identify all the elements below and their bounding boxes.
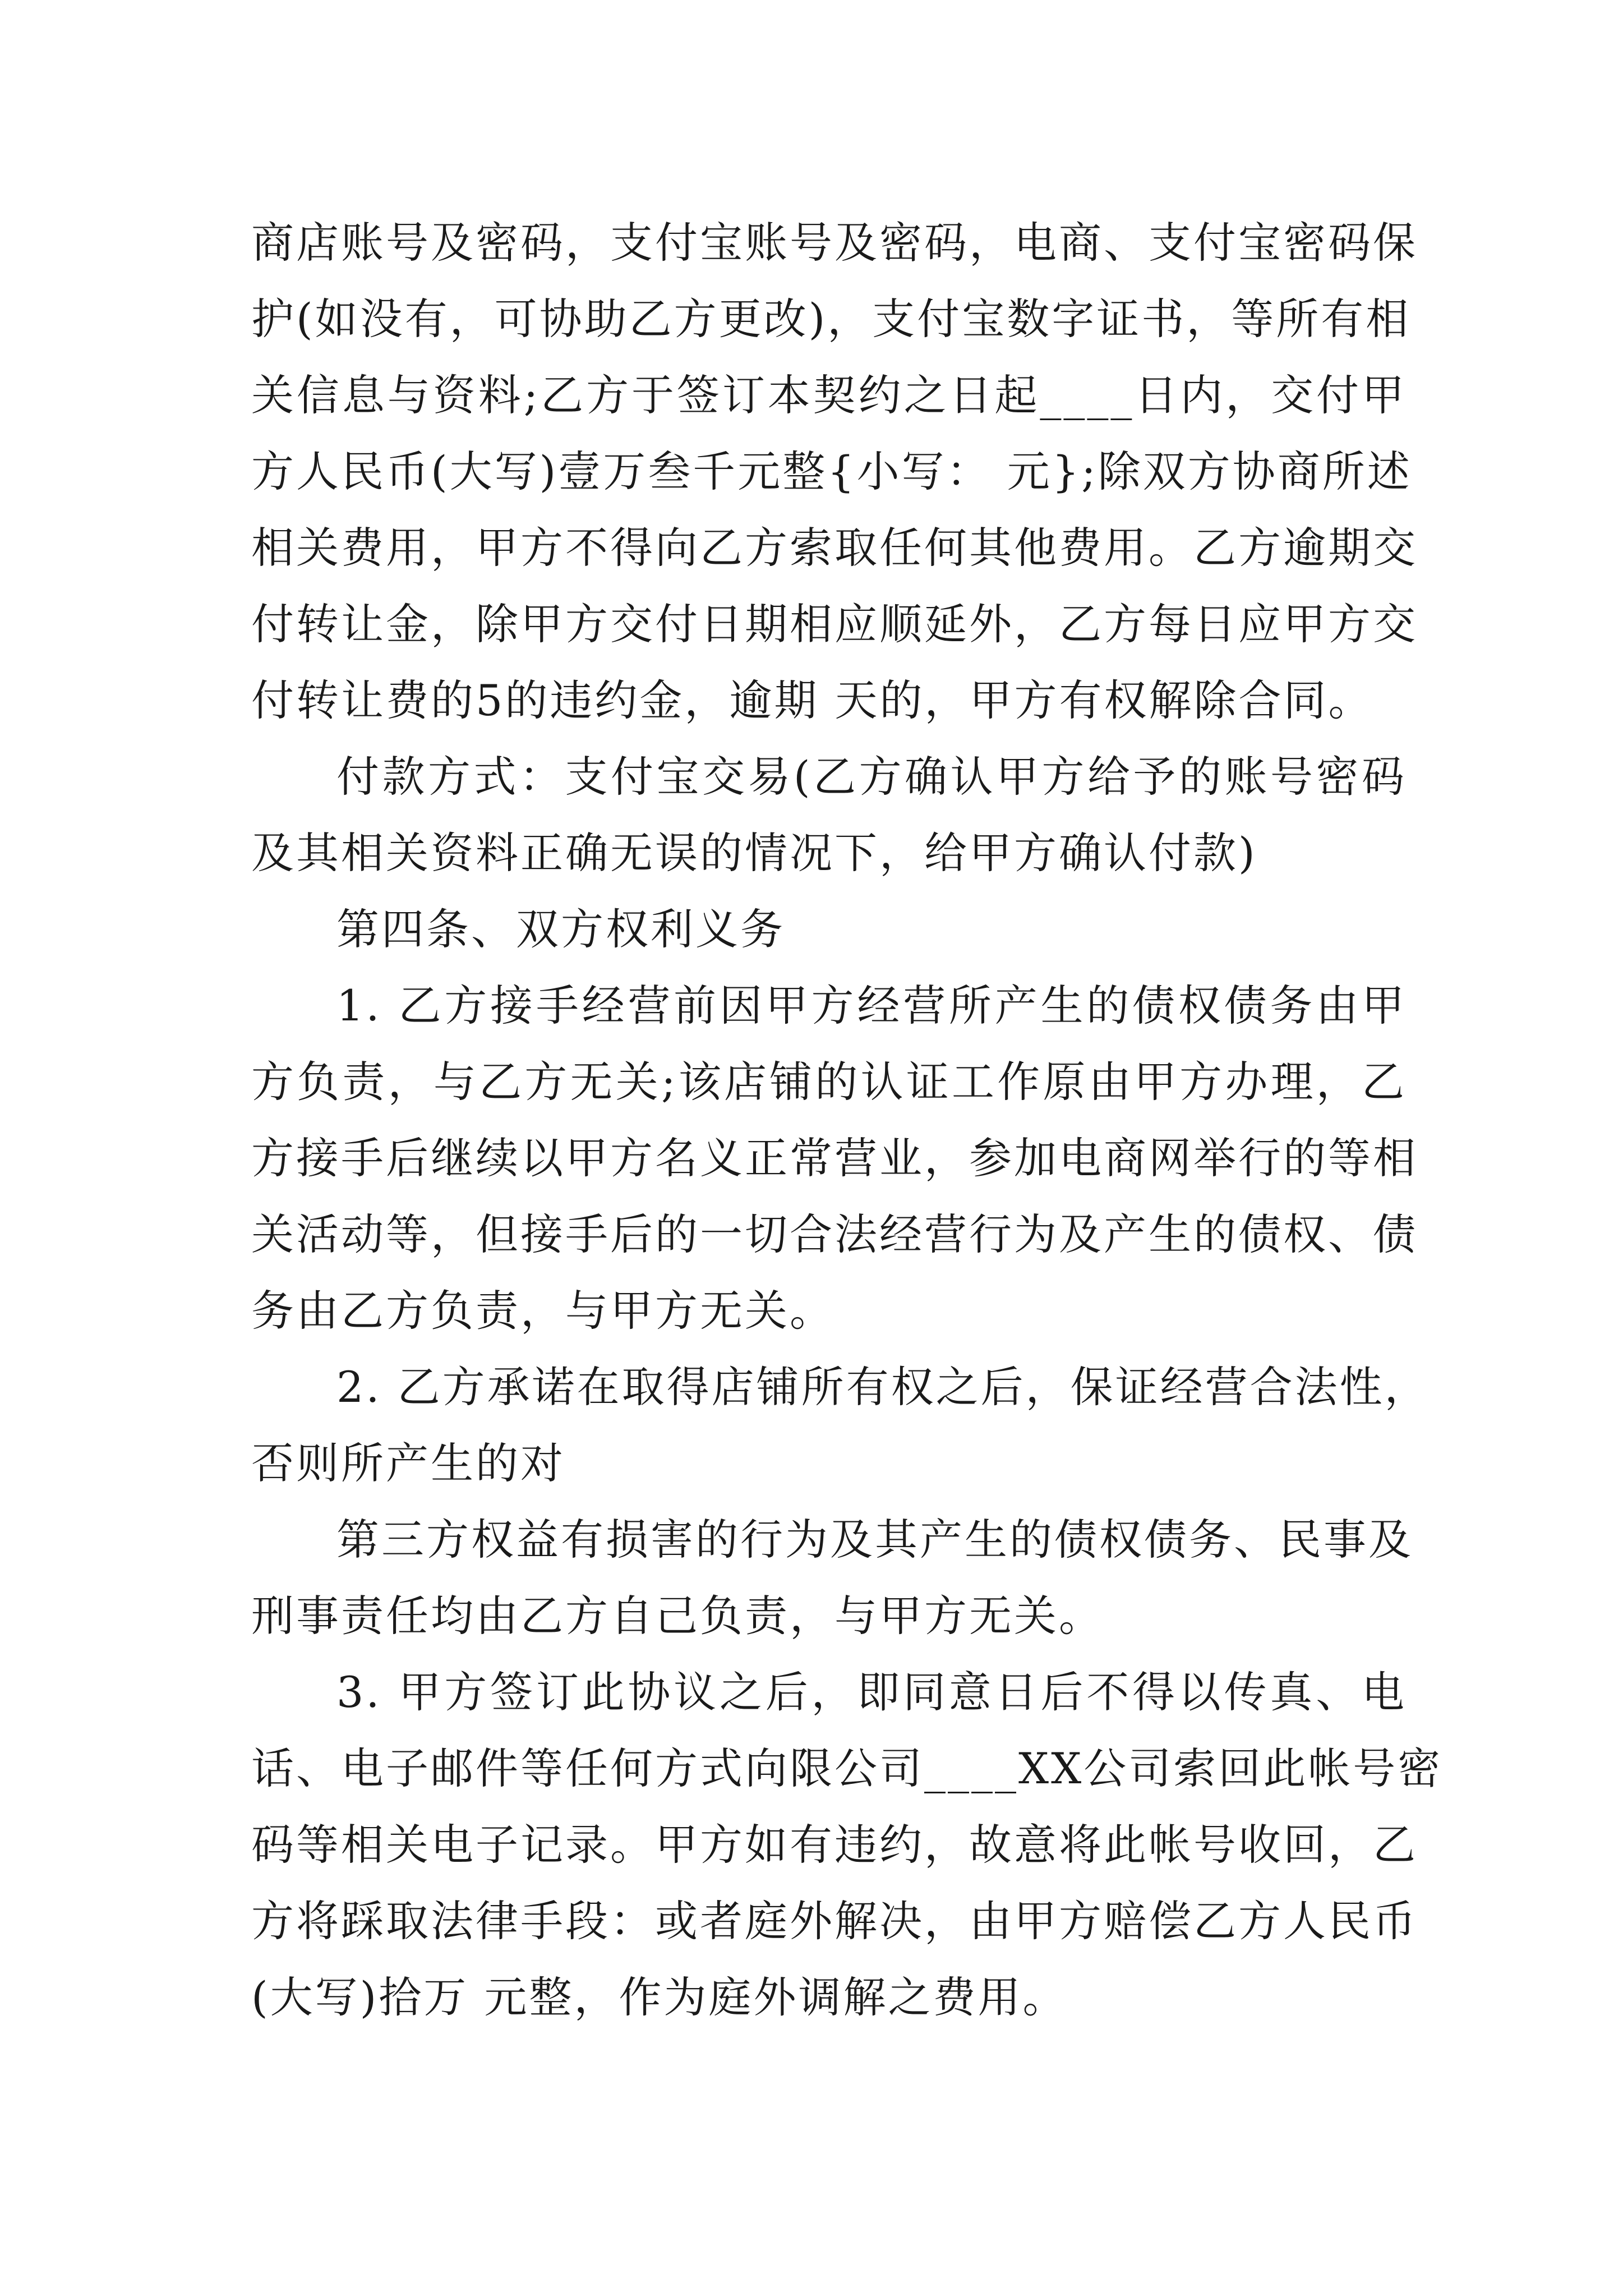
paragraph-item-2 bbox=[251, 1349, 1430, 1502]
text-line: (大写)拾万 元整，作为庭外调解之费用。 bbox=[251, 1972, 1068, 2022]
text-line: 3. 甲方签订此协议之后，即同意日后不得以传真、电 bbox=[336, 1667, 1407, 1717]
paragraph-item-3 bbox=[251, 1654, 1443, 2036]
paragraph-payment-terms bbox=[251, 205, 1418, 739]
text-line: 方将踩取法律手段：或者庭外解决，由甲方赔偿乙方人民币 bbox=[251, 1896, 1418, 1946]
text-line: 刑事责任均由乙方自己负责，与甲方无关。 bbox=[251, 1591, 1104, 1641]
text-line: 付款方式：支付宝交易(乙方确认甲方给予的账号密码 bbox=[336, 752, 1407, 802]
text-line: 方接手后继续以甲方名义正常营业，参加电商网举行的等相 bbox=[251, 1133, 1418, 1183]
document-body bbox=[251, 205, 1443, 2036]
text-line: 1. 乙方接手经营前因甲方经营所产生的债权债务由甲 bbox=[336, 981, 1407, 1030]
text-line: 务由乙方负责，与甲方无关。 bbox=[251, 1286, 834, 1336]
paragraph-item-1 bbox=[251, 968, 1418, 1349]
text-line: 关活动等，但接手后的一切合法经营行为及产生的债权、债 bbox=[251, 1209, 1418, 1259]
text-line: 2. 乙方承诺在取得店铺所有权之后，保证经营合法性， bbox=[336, 1362, 1430, 1412]
paragraph-item-2-continued bbox=[251, 1502, 1413, 1654]
text-line: 码等相关电子记录。甲方如有违约，故意将此帐号收回，乙 bbox=[251, 1820, 1418, 1870]
text-line: 商店账号及密码，支付宝账号及密码，电商、支付宝密码保 bbox=[251, 218, 1418, 268]
text-line: 及其相关资料正确无误的情况下，给甲方确认付款) bbox=[251, 828, 1257, 878]
text-line: 第四条、双方权利义务 bbox=[336, 904, 785, 954]
text-line: 否则所产生的对 bbox=[251, 1438, 565, 1488]
paragraph-payment-method bbox=[251, 739, 1407, 891]
text-line: 付转让金，除甲方交付日期相应顺延外，乙方每日应甲方交 bbox=[251, 599, 1418, 649]
text-line: 相关费用，甲方不得向乙方索取任何其他费用。乙方逾期交 bbox=[251, 523, 1418, 573]
text-line: 话、电子邮件等任何方式向限公司____XX公司索回此帐号密 bbox=[251, 1743, 1443, 1793]
text-line: 方人民币(大写)壹万叁千元整{小写： 元};除双方协商所述 bbox=[251, 447, 1412, 496]
section-heading-article-four bbox=[251, 891, 1407, 968]
text-line: 护(如没有，可协助乙方更改)，支付宝数字证书，等所有相 bbox=[251, 294, 1411, 344]
text-line: 第三方权益有损害的行为及其产生的债权债务、民事及 bbox=[336, 1515, 1413, 1565]
text-line: 方负责，与乙方无关;该店铺的认证工作原由甲方办理，乙 bbox=[251, 1057, 1407, 1107]
text-line: 付转让费的5的违约金，逾期 天的，甲方有权解除合同。 bbox=[251, 675, 1373, 725]
text-line: 关信息与资料;乙方于签订本契约之日起____日内，交付甲 bbox=[251, 370, 1407, 420]
